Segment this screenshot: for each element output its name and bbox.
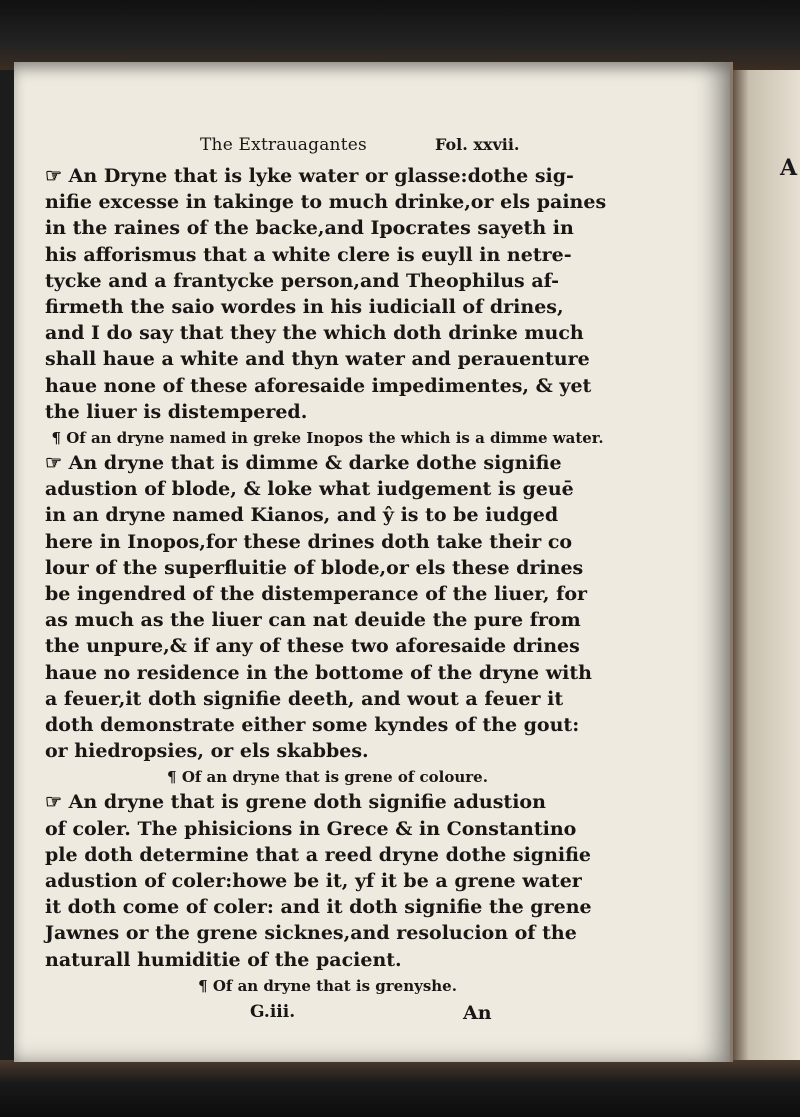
text-line: as much as the liuer can nat deuide the pure from — [45, 609, 581, 632]
text-column — [45, 135, 610, 1032]
text-line: lour of the superfluitie of blode,or els these drines — [45, 556, 584, 579]
paragraph — [45, 163, 610, 425]
text-line: his afforismus that a white clere is euyll in netre- — [45, 243, 572, 266]
book-edge-top — [0, 0, 800, 70]
text-line: Jawnes or the grene sicknes,and resolucion of the — [45, 922, 577, 945]
text-line: doth demonstrate either some kyndes of the gout: — [45, 714, 580, 737]
text-line: haue no residence in the bottome of the dryne with — [45, 661, 592, 684]
text-line: nifie excesse in takinge to much drinke,or els paines — [45, 191, 607, 214]
text-line: ple doth determine that a reed dryne dothe signifie — [45, 843, 591, 866]
text-line: naturall humiditie of the pacient. — [45, 948, 402, 971]
text-line: a feuer,it doth signifie deeth, and wout a feuer it — [45, 687, 564, 710]
text-line: ☞ An Dryne that is lyke water or glasse:dothe sig- — [45, 165, 574, 187]
section-heading: ¶ Of an dryne named in greke Inopos the which is a dimme water. — [51, 429, 604, 448]
text-line: here in Inopos,for these drines doth take their co — [45, 530, 573, 553]
running-title: The Extrauagantes — [200, 135, 367, 155]
text-line: tycke and a frantycke person,and Theophilus af- — [45, 269, 560, 292]
text-line: or hiedropsies, or els skabbes. — [45, 740, 369, 763]
signature-mark: G.iii. — [250, 1001, 296, 1022]
text-line: adustion of coler:howe be it, yf it be a grene water — [45, 870, 582, 893]
text-line: in an dryne named Kianos, and ŷ is to be iudged — [45, 504, 559, 527]
text-body — [45, 163, 610, 996]
text-line: in the raines of the backe,and Ipocrates sayeth in — [45, 217, 574, 240]
section-heading: ¶ Of an dryne that is grenyshe. — [198, 976, 457, 995]
facing-page-edge — [732, 70, 800, 1060]
text-line: be ingendred of the distemperance of the liuer, for — [45, 583, 588, 606]
book-edge-bottom — [0, 1060, 800, 1117]
paragraph — [45, 789, 610, 972]
text-line: firmeth the saio wordes in his iudiciall of drines, — [45, 296, 564, 319]
text-line: and I do say that they the which doth drinke much — [45, 322, 584, 345]
text-line: ☞ An dryne that is dimme & darke dothe signifie — [45, 452, 562, 475]
catchword: An — [463, 1001, 492, 1024]
text-line: shall haue a white and thyn water and perauenture — [45, 348, 590, 371]
folio-number: Fol. xxvii. — [435, 135, 520, 154]
section-heading: ¶ Of an dryne that is grene of coloure. — [167, 768, 488, 787]
text-line: the liuer is distempered. — [45, 400, 308, 423]
page-header — [45, 135, 610, 161]
text-line: the unpure,& if any of these two aforesaide drines — [45, 635, 580, 658]
text-line: of coler. The phisicions in Grece & in Constantino — [45, 817, 577, 840]
page-footer — [45, 1002, 610, 1032]
paragraph — [45, 450, 610, 764]
text-line: ☞ An dryne that is grene doth signifie adustion — [45, 791, 546, 814]
facing-page-letter: A — [780, 155, 798, 181]
text-line: haue none of these aforesaide impedimentes, & yet — [45, 374, 592, 397]
text-line: it doth come of coler: and it doth signifie the grene — [45, 896, 592, 919]
text-line: adustion of blode, & loke what iudgement is geuē — [45, 478, 574, 501]
